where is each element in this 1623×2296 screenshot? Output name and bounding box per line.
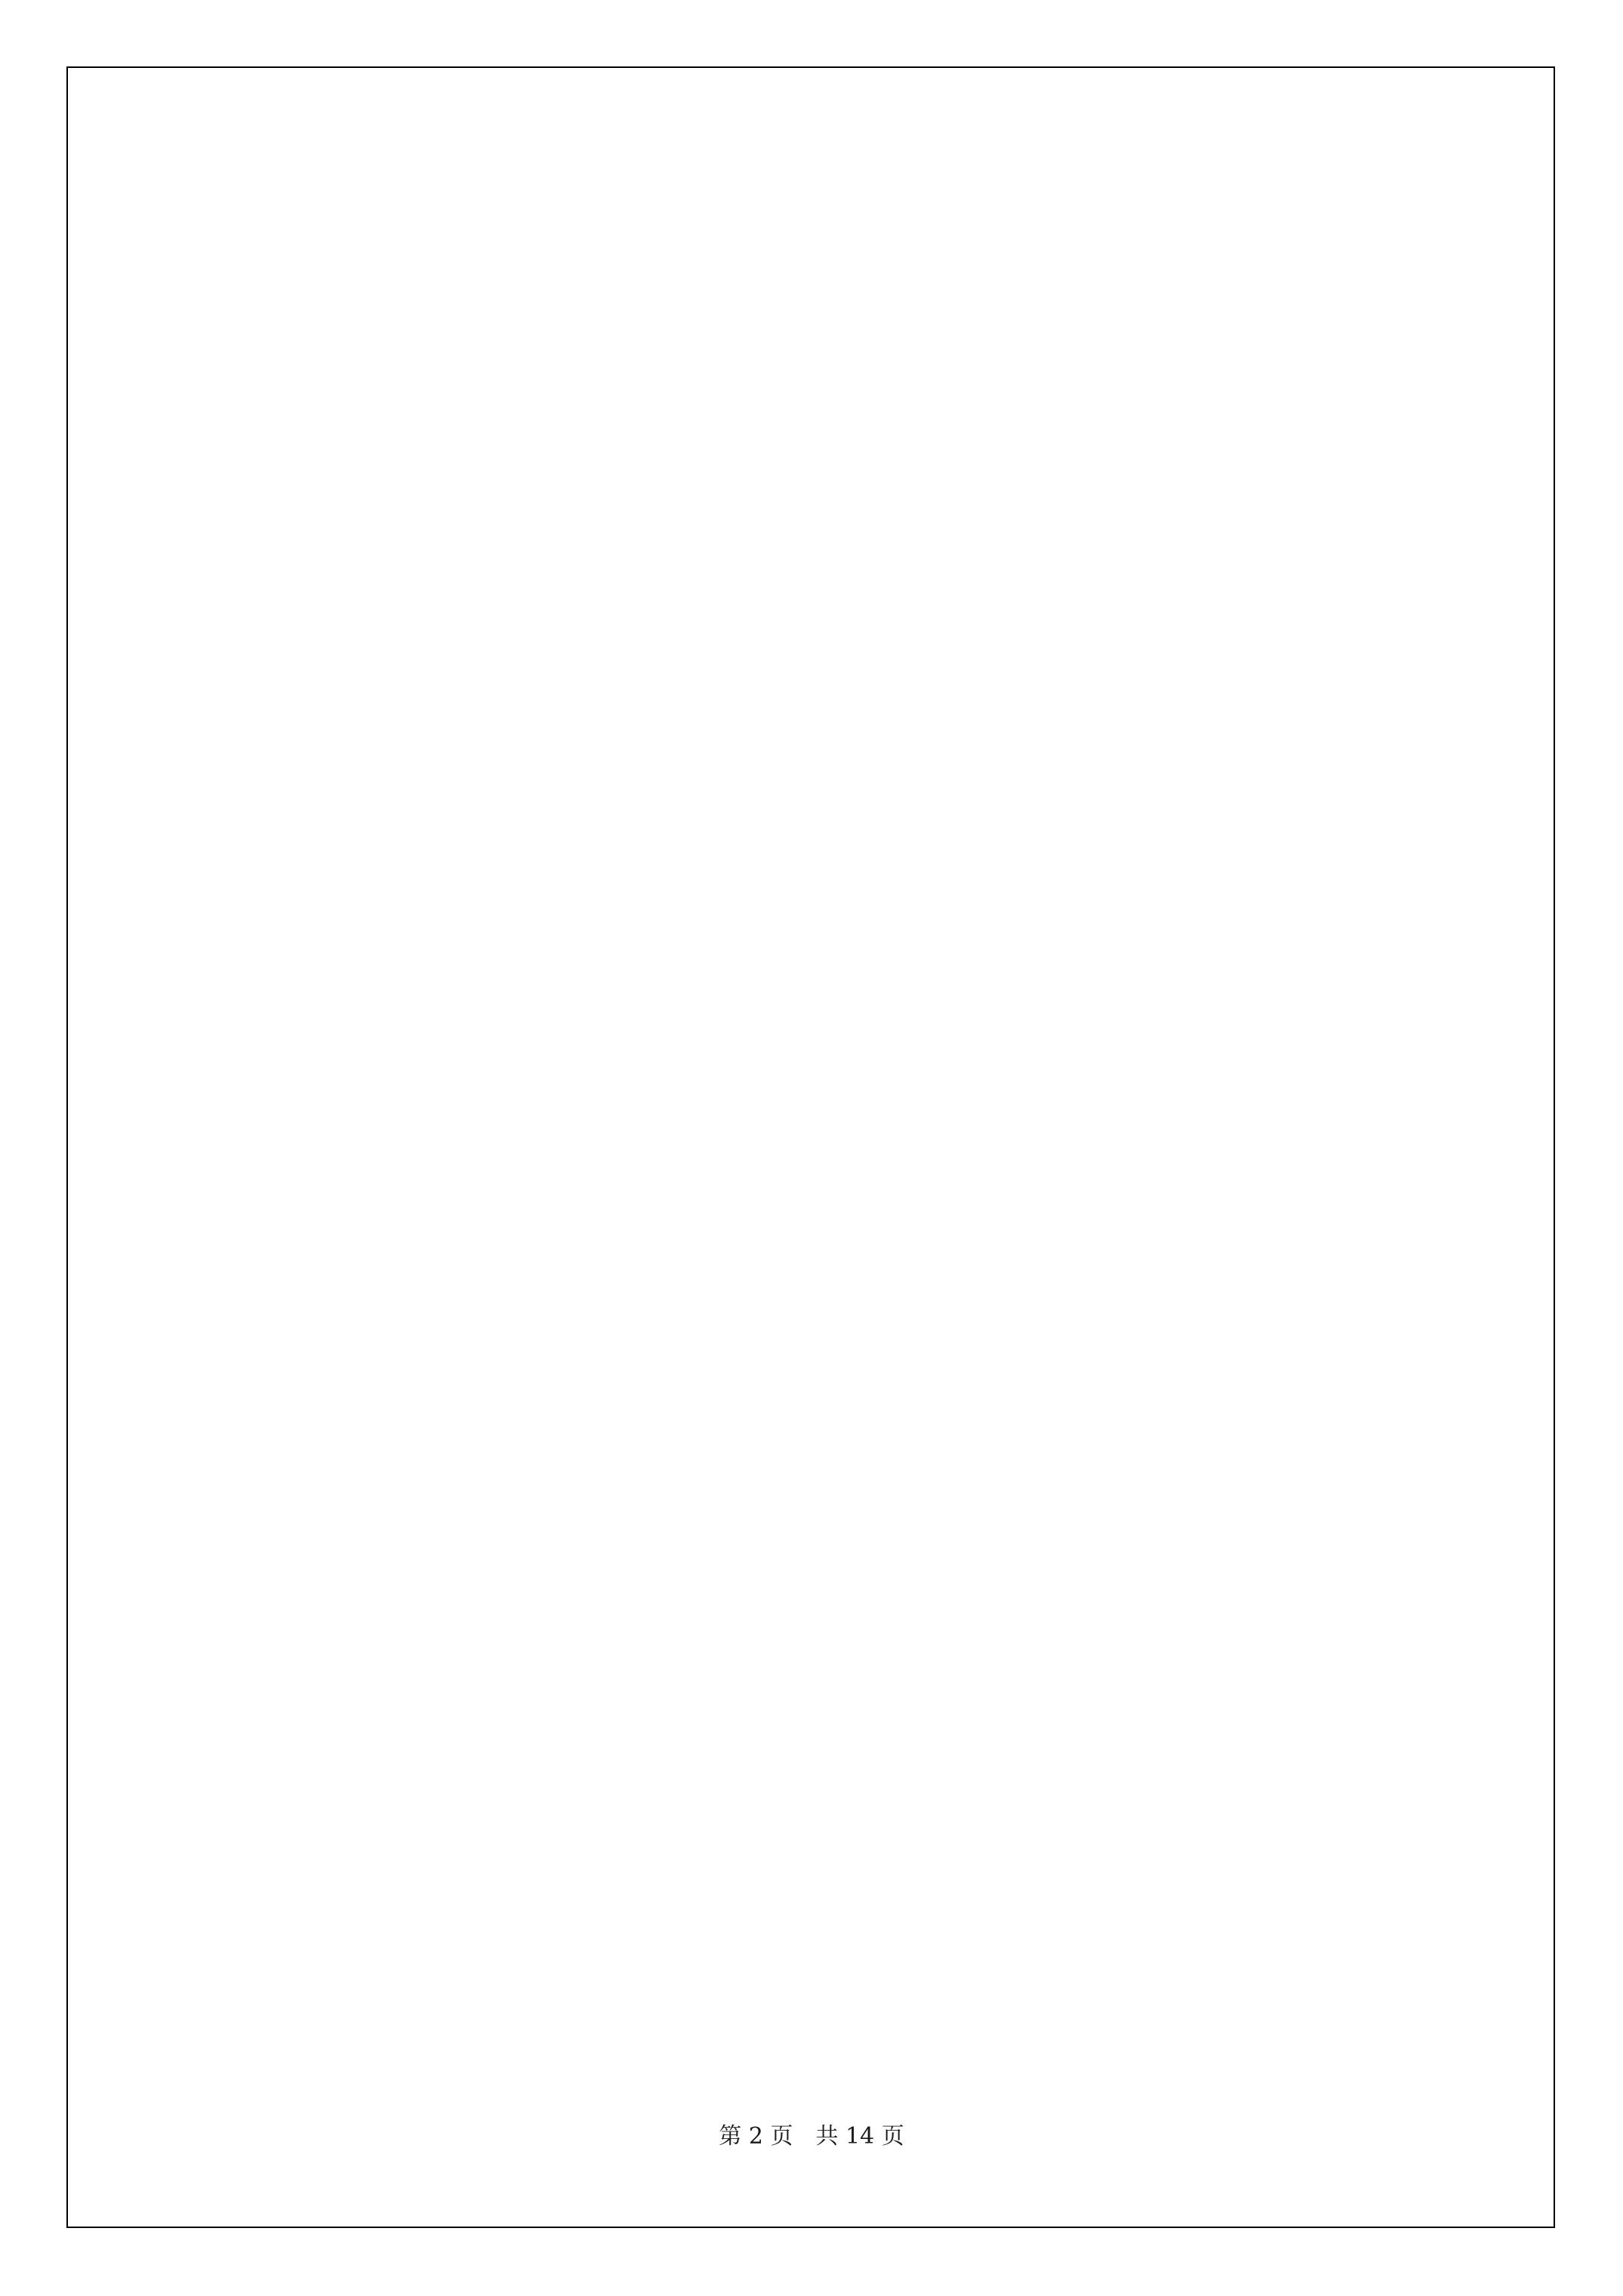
page-footer: 第 2 页 共 14 页 — [719, 2123, 904, 2150]
page-border-frame — [66, 66, 1555, 2228]
